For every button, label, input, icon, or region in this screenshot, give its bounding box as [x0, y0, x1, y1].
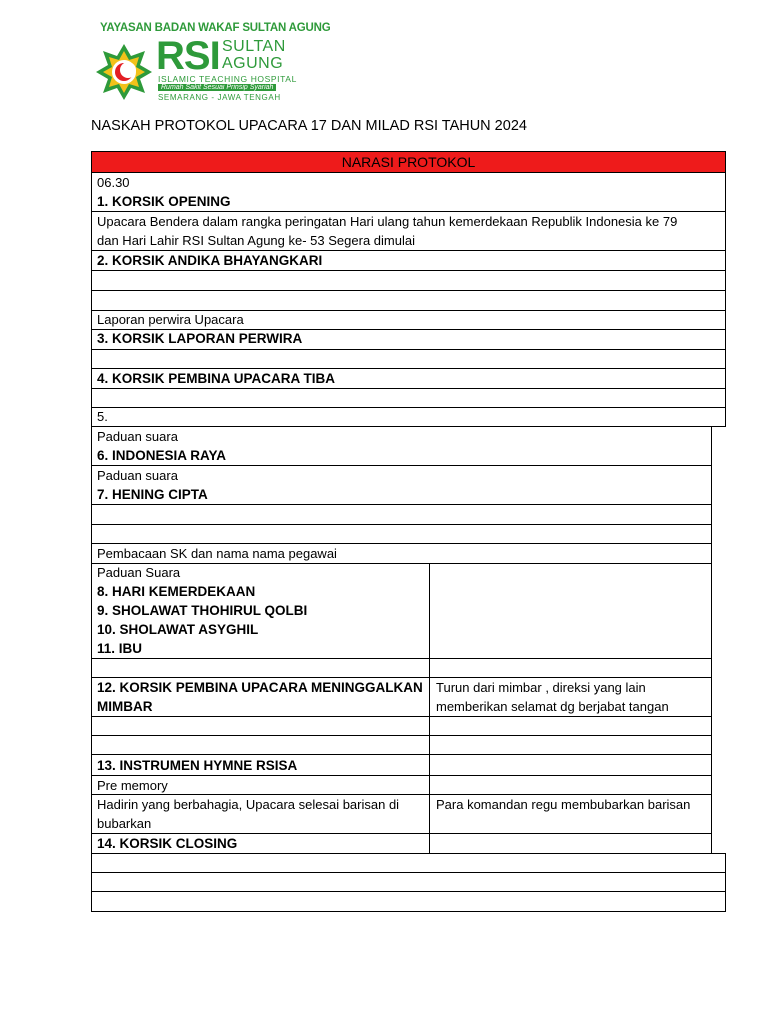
logo-brand-name: SULTAN AGUNG — [222, 38, 286, 72]
table-row — [91, 853, 726, 873]
pre-memory-text: Pre memory — [97, 778, 168, 793]
logo-city: SEMARANG - JAWA TENGAH — [158, 93, 281, 102]
table-row — [91, 349, 726, 369]
table-cell — [429, 716, 712, 736]
table-row — [91, 891, 726, 912]
table-cell — [429, 735, 712, 755]
paduan-suara-label: Paduan suara — [97, 429, 178, 444]
step-12-title-cont: MIMBAR — [97, 699, 153, 714]
step-4-title: 4. KORSIK PEMBINA UPACARA TIBA — [97, 371, 336, 386]
table-cell — [429, 754, 712, 776]
pembacaan-text: Pembacaan SK dan nama nama pegawai — [97, 546, 337, 561]
step-1-text-cont: dan Hari Lahir RSI Sultan Agung ke- 53 Segera dimulai — [97, 233, 415, 248]
step-3-title: 3. KORSIK LAPORAN PERWIRA — [97, 331, 303, 346]
step-1-title: 1. KORSIK OPENING — [97, 194, 231, 209]
document-title: NASKAH PROTOKOL UPACARA 17 DAN MILAD RSI TAHUN 2024 — [91, 118, 527, 134]
table-row — [91, 388, 726, 408]
table-cell — [91, 658, 430, 678]
table-cell — [429, 658, 712, 678]
table-cell — [91, 716, 430, 736]
step-14-title: 14. KORSIK CLOSING — [97, 836, 238, 851]
step-6-title: 6. INDONESIA RAYA — [97, 448, 227, 463]
laporan-text: Laporan perwira Upacara — [97, 312, 244, 327]
table-row — [91, 524, 712, 544]
step-2-title: 2. KORSIK ANDIKA BHAYANGKARI — [97, 253, 323, 268]
closing-text: Hadirin yang berbahagia, Upacara selesai barisan di — [97, 797, 400, 812]
table-row — [91, 504, 712, 525]
table-row — [91, 407, 726, 427]
step-12-note-cont: memberikan selamat dg berjabat tangan — [436, 699, 669, 714]
step-1-text: Upacara Bendera dalam rangka peringatan Hari ulang tahun kemerdekaan Republik Indonesia ke 79 — [97, 214, 678, 229]
table-header: NARASI PROTOKOL — [91, 151, 726, 173]
table-row — [91, 290, 726, 311]
logo-org-name: YAYASAN BADAN WAKAF SULTAN AGUNG — [100, 22, 331, 34]
closing-text-cont: bubarkan — [97, 816, 152, 831]
step-8-title: 8. HARI KEMERDEKAAN — [97, 584, 256, 599]
step-10-title: 10. SHOLAWAT ASYGHIL — [97, 622, 259, 637]
step-12-title: 12. KORSIK PEMBINA UPACARA MENINGGALKAN — [97, 680, 423, 695]
step-13-title: 13. INSTRUMEN HYMNE RSISA — [97, 758, 298, 773]
table-row — [91, 872, 726, 892]
table-cell — [429, 833, 712, 854]
table-cell — [429, 563, 712, 659]
logo-subtitle: ISLAMIC TEACHING HOSPITAL — [158, 74, 297, 84]
time-label: 06.30 — [97, 175, 130, 190]
table-cell — [91, 735, 430, 755]
logo-tagline: Rumah Sakit Sesuai Prinsip Syariah — [158, 84, 276, 91]
table-cell — [429, 775, 712, 795]
logo-brand: RSI — [156, 34, 220, 78]
step-7-title: 7. HENING CIPTA — [97, 487, 208, 502]
step-12-note: Turun dari mimbar , direksi yang lain — [436, 680, 646, 695]
step-9-title: 9. SHOLAWAT THOHIRUL QOLBI — [97, 603, 308, 618]
table-row — [91, 270, 726, 291]
paduan-suara-label: Paduan Suara — [97, 565, 181, 580]
step-11-title: 11. IBU — [97, 641, 143, 656]
closing-note: Para komandan regu membubarkan barisan — [436, 797, 691, 812]
step-5-title: 5. — [97, 409, 108, 424]
paduan-suara-label: Paduan suara — [97, 468, 178, 483]
